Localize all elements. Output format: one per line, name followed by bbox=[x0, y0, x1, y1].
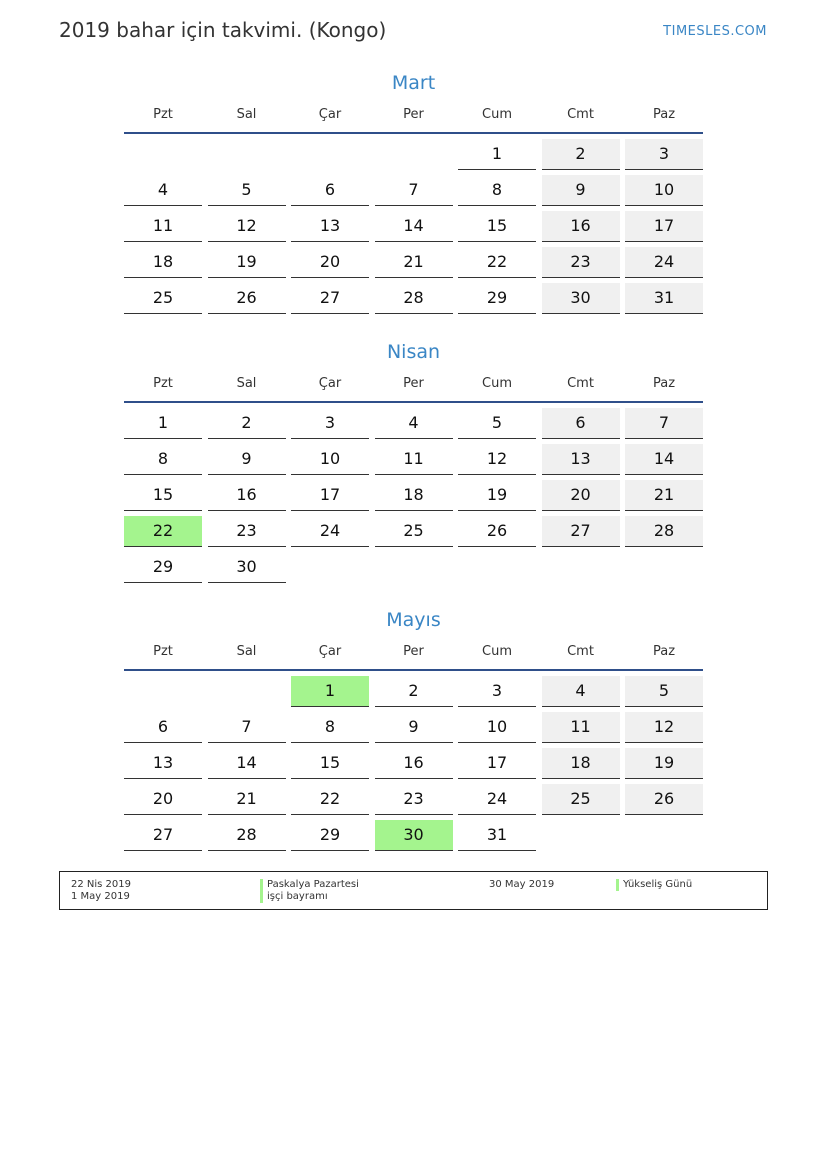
day-cell: 4 bbox=[375, 408, 453, 439]
holiday-day-cell: 22 bbox=[124, 516, 202, 547]
day-cell: 15 bbox=[291, 748, 369, 779]
weekday-label: Cum bbox=[482, 107, 512, 122]
weekend-day-cell: 17 bbox=[625, 211, 703, 242]
day-cell: 9 bbox=[208, 444, 286, 475]
day-cell: 17 bbox=[291, 480, 369, 511]
weekend-day-cell: 13 bbox=[542, 444, 620, 475]
empty-day-cell bbox=[291, 552, 369, 582]
weekend-day-cell: 25 bbox=[542, 784, 620, 815]
day-cell: 3 bbox=[291, 408, 369, 439]
weekend-day-cell: 26 bbox=[625, 784, 703, 815]
weekday-label: Pzt bbox=[153, 107, 173, 122]
weekday-header bbox=[124, 374, 703, 403]
weekday-label: Cum bbox=[482, 376, 512, 391]
weekend-day-cell: 19 bbox=[625, 748, 703, 779]
weekend-day-cell: 21 bbox=[625, 480, 703, 511]
day-cell: 25 bbox=[124, 283, 202, 314]
month-april bbox=[124, 338, 703, 583]
weekday-header bbox=[124, 105, 703, 134]
day-cell: 6 bbox=[124, 712, 202, 743]
day-cell: 27 bbox=[291, 283, 369, 314]
day-cell: 3 bbox=[458, 676, 536, 707]
day-cell: 5 bbox=[208, 175, 286, 206]
day-cell: 8 bbox=[124, 444, 202, 475]
weekday-label: Paz bbox=[652, 644, 676, 659]
weekday-label: Per bbox=[403, 376, 424, 391]
legend-holiday-name: işçi bayramı bbox=[260, 891, 328, 903]
weekend-day-cell: 6 bbox=[542, 408, 620, 439]
holiday-legend bbox=[59, 871, 768, 910]
brand-link[interactable]: TIMESLES.COM bbox=[663, 24, 767, 39]
day-cell: 8 bbox=[291, 712, 369, 743]
day-cell: 1 bbox=[124, 408, 202, 439]
day-cell: 22 bbox=[458, 247, 536, 278]
empty-day-cell bbox=[208, 139, 286, 169]
legend-date: 22 Nis 2019 bbox=[71, 879, 131, 890]
day-cell: 17 bbox=[458, 748, 536, 779]
day-cell: 10 bbox=[458, 712, 536, 743]
day-cell: 26 bbox=[208, 283, 286, 314]
day-cell: 10 bbox=[291, 444, 369, 475]
calendar-week bbox=[124, 444, 703, 475]
day-cell: 12 bbox=[458, 444, 536, 475]
day-cell: 29 bbox=[458, 283, 536, 314]
weekend-day-cell: 2 bbox=[542, 139, 620, 170]
weekend-day-cell: 20 bbox=[542, 480, 620, 511]
day-cell: 2 bbox=[208, 408, 286, 439]
calendar-week bbox=[124, 552, 703, 583]
month-may bbox=[124, 606, 703, 851]
weekday-header bbox=[124, 642, 703, 671]
weekend-day-cell: 16 bbox=[542, 211, 620, 242]
day-cell: 7 bbox=[208, 712, 286, 743]
calendar-week bbox=[124, 408, 703, 439]
weekend-day-cell: 12 bbox=[625, 712, 703, 743]
calendar-week bbox=[124, 247, 703, 278]
weekday-label: Cmt bbox=[567, 107, 594, 122]
calendar-week bbox=[124, 712, 703, 743]
calendar-week bbox=[124, 516, 703, 547]
weekend-day-cell: 7 bbox=[625, 408, 703, 439]
day-cell: 14 bbox=[208, 748, 286, 779]
weekend-day-cell: 4 bbox=[542, 676, 620, 707]
day-cell: 15 bbox=[124, 480, 202, 511]
holiday-day-cell: 1 bbox=[291, 676, 369, 707]
holiday-day-cell: 30 bbox=[375, 820, 453, 851]
calendar-week bbox=[124, 784, 703, 815]
day-cell: 13 bbox=[124, 748, 202, 779]
day-cell: 9 bbox=[375, 712, 453, 743]
weekend-day-cell: 31 bbox=[625, 283, 703, 314]
weekday-label: Çar bbox=[318, 644, 342, 659]
day-cell: 13 bbox=[291, 211, 369, 242]
weekend-day-cell: 11 bbox=[542, 712, 620, 743]
day-cell: 16 bbox=[375, 748, 453, 779]
day-cell: 24 bbox=[458, 784, 536, 815]
month-name: Mart bbox=[391, 72, 436, 94]
day-cell: 20 bbox=[124, 784, 202, 815]
empty-day-cell bbox=[208, 676, 286, 706]
legend-date: 30 May 2019 bbox=[489, 879, 555, 890]
month-grid bbox=[124, 139, 703, 314]
weekday-label: Paz bbox=[652, 376, 676, 391]
weekday-label: Cum bbox=[482, 644, 512, 659]
weekday-label: Sal bbox=[236, 107, 257, 122]
legend-date: 1 May 2019 bbox=[71, 891, 130, 902]
month-grid bbox=[124, 408, 703, 583]
day-cell: 18 bbox=[124, 247, 202, 278]
day-cell: 22 bbox=[291, 784, 369, 815]
day-cell: 2 bbox=[375, 676, 453, 707]
day-cell: 12 bbox=[208, 211, 286, 242]
day-cell: 1 bbox=[458, 139, 536, 170]
empty-day-cell bbox=[542, 820, 620, 850]
day-cell: 19 bbox=[458, 480, 536, 511]
day-cell: 11 bbox=[124, 211, 202, 242]
page-title: 2019 bahar için takvimi. (Kongo) bbox=[59, 18, 387, 42]
calendar-week bbox=[124, 139, 703, 170]
calendar-week bbox=[124, 175, 703, 206]
month-march bbox=[124, 69, 703, 314]
day-cell: 11 bbox=[375, 444, 453, 475]
weekday-label: Paz bbox=[652, 107, 676, 122]
day-cell: 26 bbox=[458, 516, 536, 547]
empty-day-cell bbox=[458, 552, 536, 582]
day-cell: 8 bbox=[458, 175, 536, 206]
calendar-week bbox=[124, 676, 703, 707]
weekday-label: Cmt bbox=[567, 644, 594, 659]
day-cell: 28 bbox=[208, 820, 286, 851]
month-grid bbox=[124, 676, 703, 851]
day-cell: 29 bbox=[291, 820, 369, 851]
day-cell: 18 bbox=[375, 480, 453, 511]
weekday-label: Çar bbox=[318, 376, 342, 391]
weekend-day-cell: 23 bbox=[542, 247, 620, 278]
day-cell: 21 bbox=[208, 784, 286, 815]
weekend-day-cell: 18 bbox=[542, 748, 620, 779]
day-cell: 29 bbox=[124, 552, 202, 583]
day-cell: 19 bbox=[208, 247, 286, 278]
weekend-day-cell: 3 bbox=[625, 139, 703, 170]
calendar-week bbox=[124, 820, 703, 851]
day-cell: 16 bbox=[208, 480, 286, 511]
empty-day-cell bbox=[542, 552, 620, 582]
empty-day-cell bbox=[124, 676, 202, 706]
weekday-label: Çar bbox=[318, 107, 342, 122]
weekday-label: Sal bbox=[236, 376, 257, 391]
month-name: Nisan bbox=[386, 341, 441, 363]
day-cell: 31 bbox=[458, 820, 536, 851]
day-cell: 14 bbox=[375, 211, 453, 242]
day-cell: 23 bbox=[208, 516, 286, 547]
weekend-day-cell: 28 bbox=[625, 516, 703, 547]
legend-holiday-name: Paskalya Pazartesi bbox=[260, 879, 359, 891]
day-cell: 21 bbox=[375, 247, 453, 278]
weekend-day-cell: 10 bbox=[625, 175, 703, 206]
weekend-day-cell: 14 bbox=[625, 444, 703, 475]
calendar-week bbox=[124, 283, 703, 314]
weekday-label: Pzt bbox=[153, 376, 173, 391]
empty-day-cell bbox=[375, 552, 453, 582]
day-cell: 28 bbox=[375, 283, 453, 314]
weekend-day-cell: 9 bbox=[542, 175, 620, 206]
weekend-day-cell: 24 bbox=[625, 247, 703, 278]
calendar-week bbox=[124, 748, 703, 779]
weekday-label: Cmt bbox=[567, 376, 594, 391]
legend-holiday-name: Yükseliş Günü bbox=[616, 879, 692, 891]
calendar-week bbox=[124, 480, 703, 511]
month-name: Mayıs bbox=[386, 609, 441, 631]
day-cell: 6 bbox=[291, 175, 369, 206]
weekday-label: Per bbox=[403, 107, 424, 122]
weekday-label: Pzt bbox=[153, 644, 173, 659]
day-cell: 5 bbox=[458, 408, 536, 439]
day-cell: 20 bbox=[291, 247, 369, 278]
weekend-day-cell: 27 bbox=[542, 516, 620, 547]
day-cell: 15 bbox=[458, 211, 536, 242]
day-cell: 30 bbox=[208, 552, 286, 583]
weekend-day-cell: 30 bbox=[542, 283, 620, 314]
empty-day-cell bbox=[625, 552, 703, 582]
day-cell: 24 bbox=[291, 516, 369, 547]
empty-day-cell bbox=[291, 139, 369, 169]
day-cell: 7 bbox=[375, 175, 453, 206]
day-cell: 27 bbox=[124, 820, 202, 851]
weekday-label: Sal bbox=[236, 644, 257, 659]
calendar-week bbox=[124, 211, 703, 242]
weekend-day-cell: 5 bbox=[625, 676, 703, 707]
empty-day-cell bbox=[124, 139, 202, 169]
day-cell: 25 bbox=[375, 516, 453, 547]
day-cell: 23 bbox=[375, 784, 453, 815]
day-cell: 4 bbox=[124, 175, 202, 206]
weekday-label: Per bbox=[403, 644, 424, 659]
empty-day-cell bbox=[375, 139, 453, 169]
empty-day-cell bbox=[625, 820, 703, 850]
